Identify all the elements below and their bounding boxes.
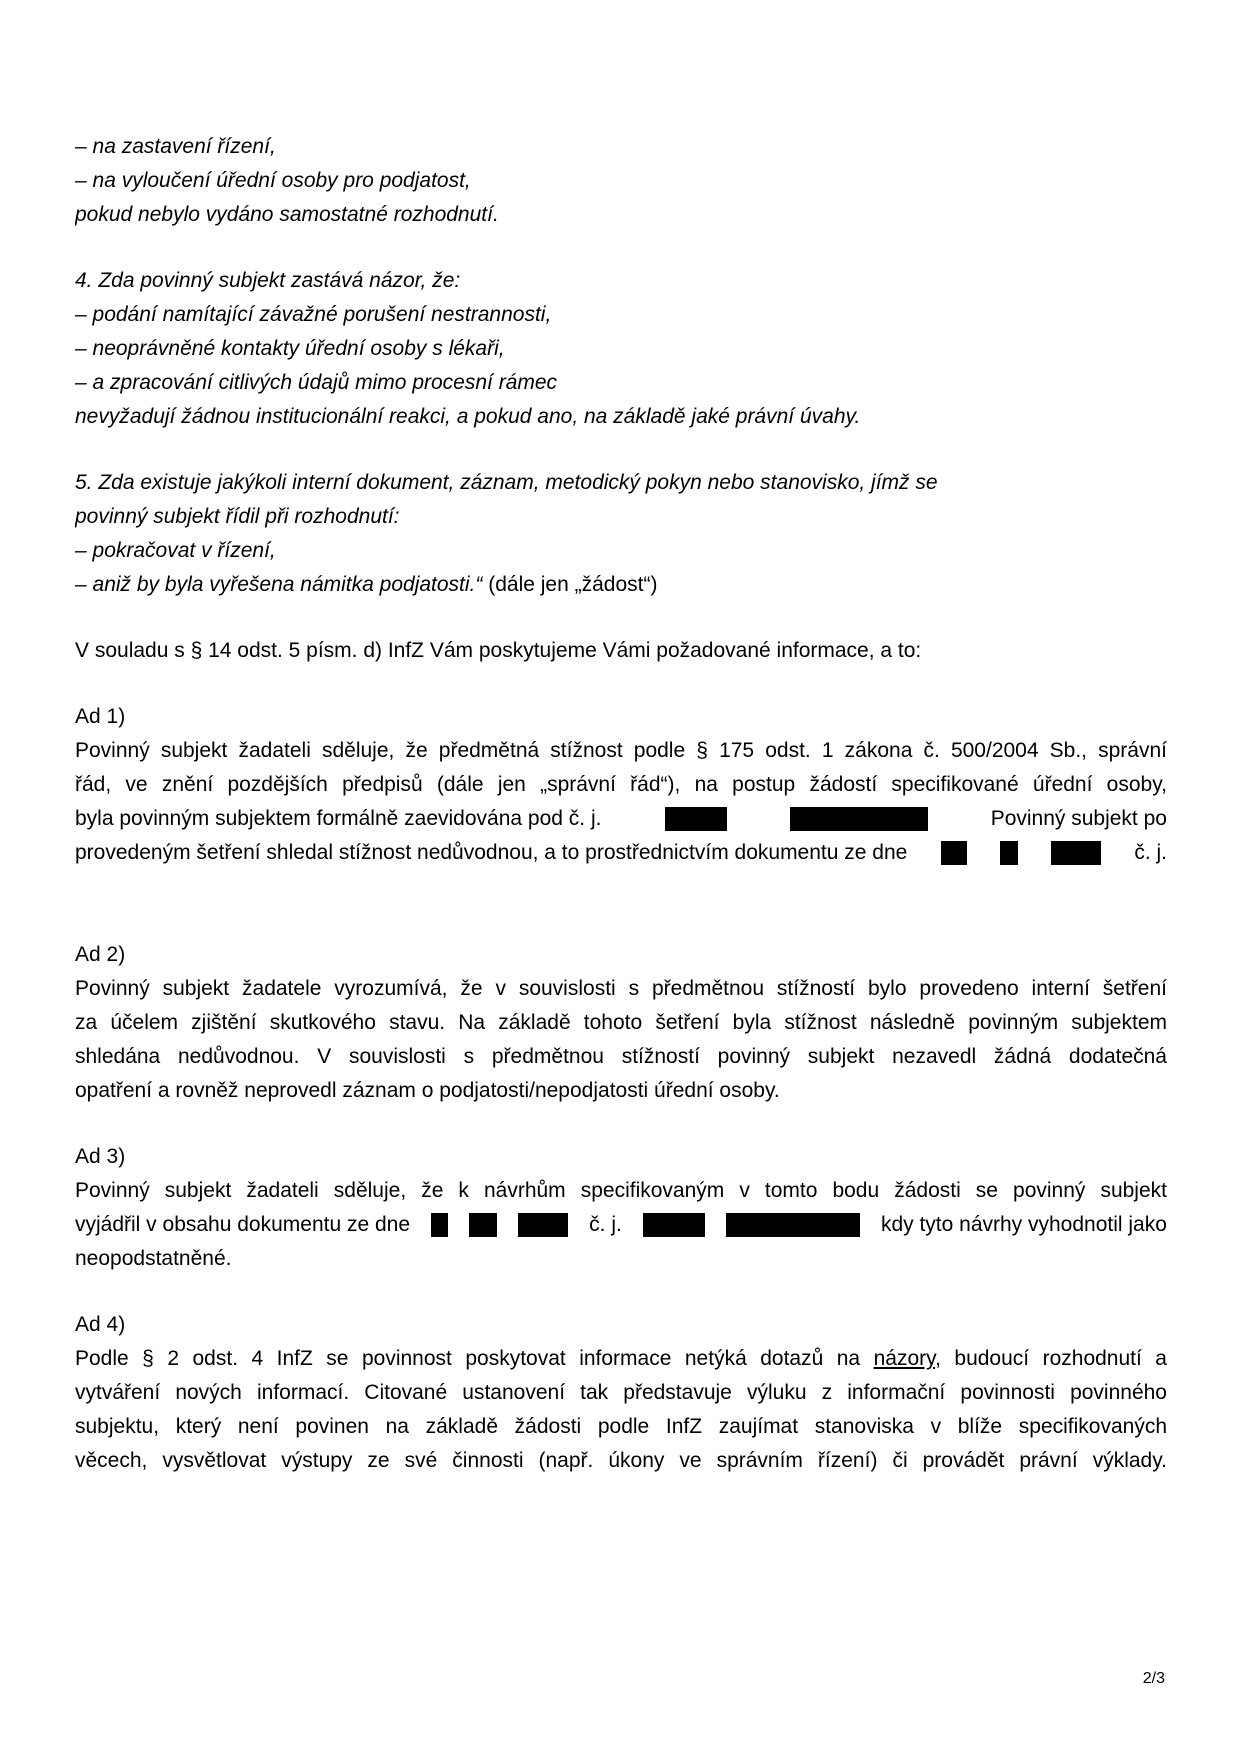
- ad2-line: [75, 972, 1167, 1006]
- redaction-block: [1000, 841, 1018, 865]
- ad4-line1-text: [75, 1342, 1167, 1376]
- redaction-block: [941, 841, 967, 865]
- ad4-heading: Ad 4): [75, 1313, 126, 1336]
- ad3-line: [75, 1174, 1167, 1208]
- underlined-word: názory: [873, 1347, 936, 1370]
- redaction-block: [469, 1213, 497, 1237]
- ad1-line2-text: řád, ve znění pozdějších předpisů (dále jen „správní řád“), na postup žádostí specifikované úřední osoby,: [75, 773, 1167, 796]
- ad1-line3-text: byla povinným subjektem formálně zaevidována pod č. j.: [75, 807, 602, 830]
- redaction-block: [518, 1213, 568, 1237]
- request-definition: (dále jen „žádost“): [482, 573, 658, 596]
- ad1-line: [75, 768, 1167, 802]
- ad1-line: [75, 870, 1167, 904]
- question-5-last-item: – aniž by byla vyřešena námitka podjatosti.“: [75, 573, 483, 596]
- ad2-line: [75, 1040, 1167, 1074]
- ad4-line-text: věcech, vysvětlovat výstupy ze své činnosti (např. úkony ve správním řízení) či provádět právní výklady.: [75, 1449, 1167, 1472]
- ad4-line1-pre: Podle § 2 odst. 4 InfZ se povinnost poskytovat informace netýká dotazů na: [75, 1347, 874, 1370]
- ad1-line: [75, 836, 1167, 870]
- list-item: – na vyloučení úřední osoby pro podjatost,: [75, 169, 471, 192]
- redaction-block: [1051, 841, 1101, 865]
- document-page: [75, 130, 1167, 1478]
- redaction-block: [790, 807, 928, 831]
- ad1-line: [75, 734, 1167, 768]
- ad1-line: [75, 802, 1167, 836]
- list-item: pokud nebylo vydáno samostatné rozhodnutí.: [75, 203, 499, 226]
- redaction-block: [643, 1213, 705, 1237]
- redaction-block: [665, 807, 727, 831]
- list-item: povinný subjekt řídil při rozhodnutí:: [75, 505, 400, 528]
- ad3-heading: Ad 3): [75, 1145, 126, 1168]
- ad2-line-text: za účelem zjištění skutkového stavu. Na základě tohoto šetření byla stížnost následně povinným subjektem: [75, 1011, 1167, 1034]
- ad1-line3-end: Povinný subjekt po: [990, 807, 1167, 830]
- ad1-line4-end: č. j.: [1134, 841, 1167, 864]
- ad4-line1-post: , budoucí rozhodnutí a: [935, 1347, 1167, 1370]
- redaction-block: [431, 1213, 448, 1237]
- redaction-block: [726, 1213, 860, 1237]
- ad2-line-text: shledána nedůvodnou. V souvislosti s předmětnou stížností povinný subjekt nezavedl žádná dodatečná: [75, 1045, 1167, 1068]
- ad4-line: [75, 1444, 1167, 1478]
- ad3-last-line: neopodstatněné.: [75, 1247, 232, 1270]
- list-item: nevyžadují žádnou institucionální reakci, a pokud ano, na základě jaké právní úvahy.: [75, 405, 861, 428]
- ad1-line4-text: provedeným šetření shledal stížnost nedůvodnou, a to prostřednictvím dokumentu ze dne: [75, 841, 908, 864]
- ad2-last-line: opatření a rovněž neprovedl záznam o podjatosti/nepodjatosti úřední osoby.: [75, 1079, 780, 1102]
- list-item: – podání namítající závažné porušení nestrannosti,: [75, 303, 552, 326]
- ad4-line-text: subjektu, který není povinen na základě žádosti podle InfZ zaujímat stanoviska v blíže specifikovaných: [75, 1415, 1167, 1438]
- ad3-line: [75, 1208, 1167, 1242]
- intro-statement: V souladu s § 14 odst. 5 písm. d) InfZ Vám poskytujeme Vámi požadované informace, a to:: [75, 639, 922, 662]
- ad4-line: [75, 1410, 1167, 1444]
- ad3-line1-text: Povinný subjekt žadateli sděluje, že k návrhům specifikovaným v tomto bodu žádosti se povinný subjekt: [75, 1179, 1167, 1202]
- question-4-heading: 4. Zda povinný subjekt zastává názor, že:: [75, 269, 461, 292]
- ad2-line-text: Povinný subjekt žadatele vyrozumívá, že v souvislosti s předmětnou stížností bylo provedeno interní šetření: [75, 977, 1167, 1000]
- list-item: – pokračovat v řízení,: [75, 539, 276, 562]
- ad4-line: [75, 1342, 1167, 1376]
- ad3-line2-mid: č. j.: [589, 1213, 622, 1236]
- list-item: – na zastavení řízení,: [75, 135, 276, 158]
- ad1-heading: Ad 1): [75, 705, 126, 728]
- ad3-line2-text: vyjádřil v obsahu dokumentu ze dne: [75, 1213, 411, 1236]
- ad3-line2-end: kdy tyto návrhy vyhodnotil jako: [880, 1213, 1167, 1236]
- page-number: 2/3: [1142, 1670, 1165, 1687]
- list-item: [75, 568, 1167, 602]
- ad2-line: [75, 1006, 1167, 1040]
- ad1-line1-text: Povinný subjekt žadateli sděluje, že předmětná stížnost podle § 175 odst. 1 zákona č. 500/2004 Sb., správní: [75, 739, 1167, 762]
- list-item: – a zpracování citlivých údajů mimo procesní rámec: [75, 371, 558, 394]
- list-item: – neoprávněné kontakty úřední osoby s lékaři,: [75, 337, 505, 360]
- question-5-heading: 5. Zda existuje jakýkoli interní dokument, záznam, metodický pokyn nebo stanovisko, jímž se: [75, 471, 938, 494]
- ad2-heading: Ad 2): [75, 943, 126, 966]
- ad4-line-text: vytváření nových informací. Citované ustanovení tak představuje výluku z informační povinnosti povinného: [75, 1381, 1167, 1404]
- ad4-line: [75, 1376, 1167, 1410]
